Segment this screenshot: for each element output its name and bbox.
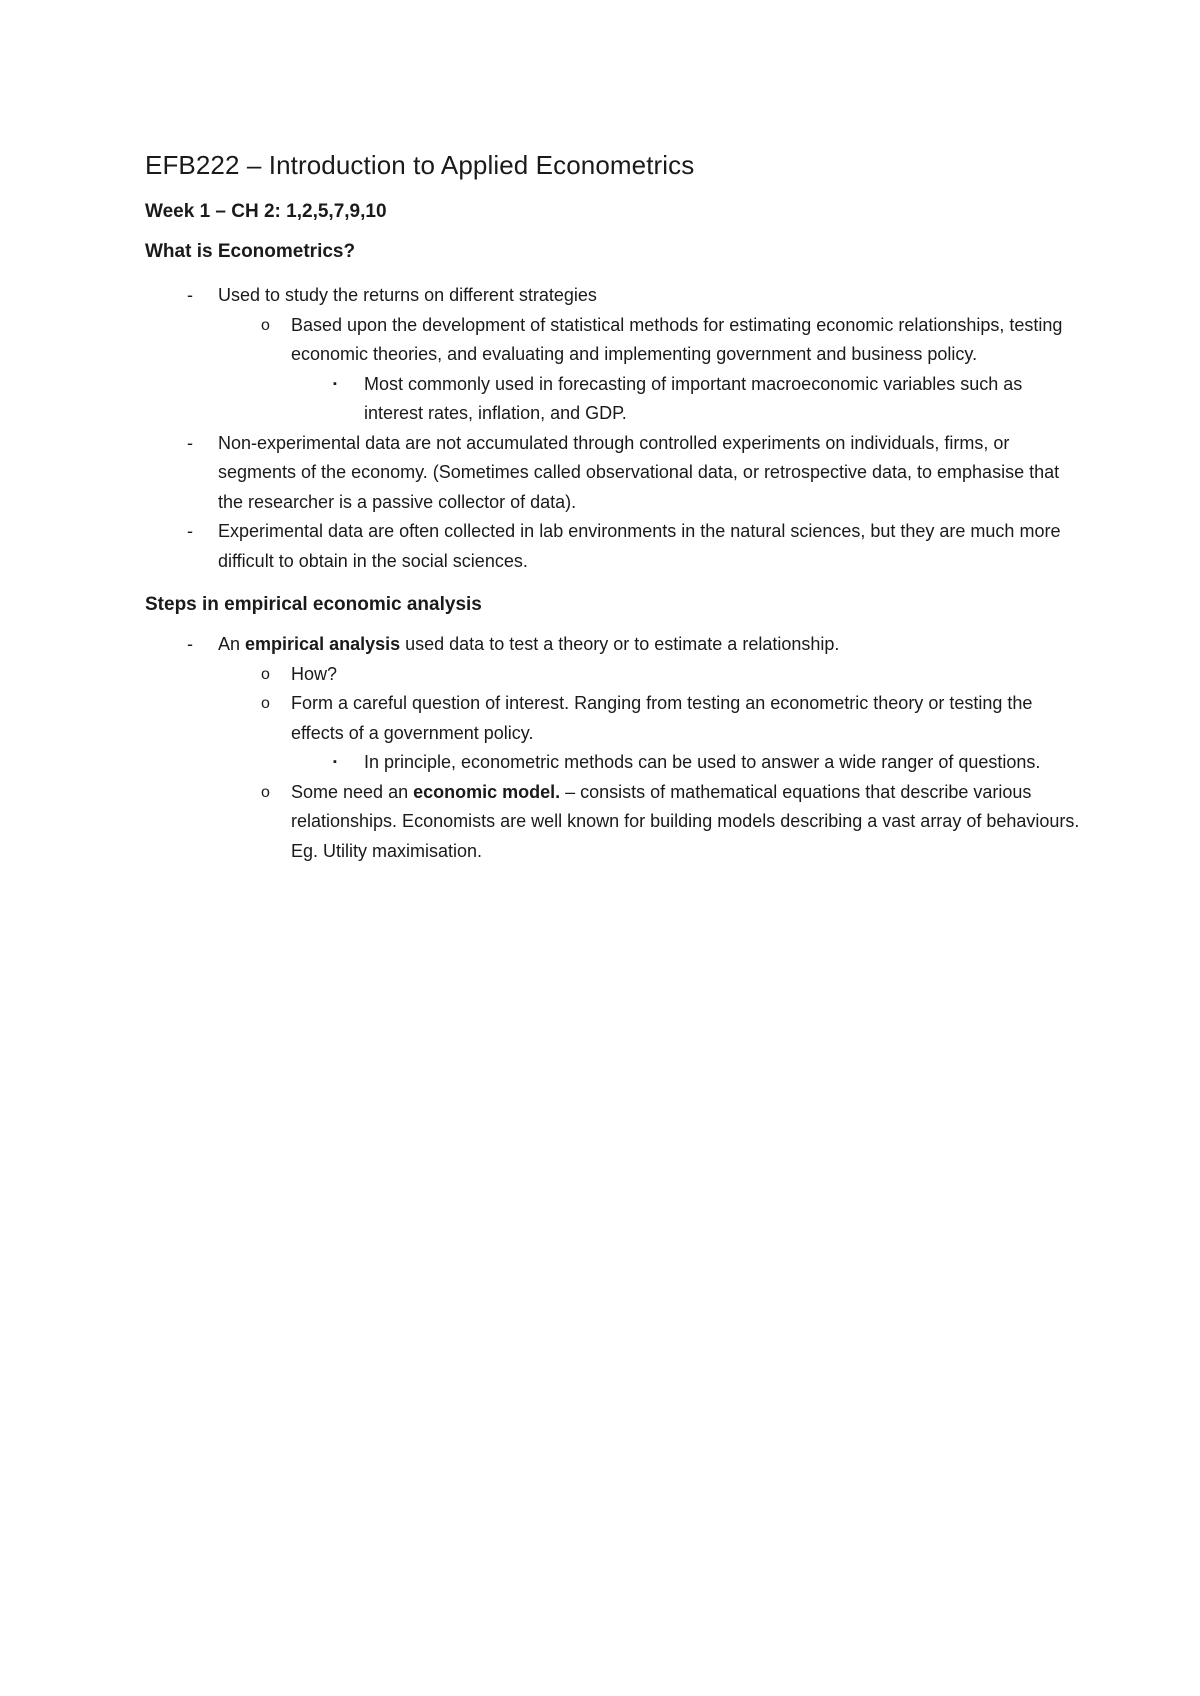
list-item-text: In principle, econometric methods can be used to answer a wide ranger of questions. — [364, 752, 1041, 772]
sub-list — [218, 311, 1080, 429]
list-item-text — [291, 782, 1079, 861]
section-empirical-analysis — [145, 594, 1080, 866]
list-item — [218, 689, 1080, 778]
dash-bullet-icon: - — [187, 285, 193, 305]
list-item — [291, 748, 1080, 778]
list-item-text: How? — [291, 663, 338, 684]
circle-bullet-icon: o — [261, 695, 270, 712]
week-heading: Week 1 – CH 2: 1,2,5,7,9,10 — [145, 201, 387, 222]
list-item-text: Non-experimental data are not accumulated through controlled experiments on individuals, firms, or segments of the economy. (Sometimes called observational data, or retrospective data, to emphasise that the researcher is a passive collector of data). — [218, 432, 1060, 512]
sub-sub-list — [291, 748, 1080, 778]
list-item — [145, 517, 1080, 576]
bold-term: economic model. — [413, 781, 561, 802]
bullet-list — [145, 630, 1080, 866]
section-heading: Steps in empirical economic analysis — [145, 594, 482, 615]
text-segment: An — [218, 634, 246, 654]
text-segment: used data to test a theory or to estimate a relationship. — [400, 634, 840, 654]
list-item — [145, 281, 1080, 429]
text-segment: Some need an — [291, 781, 414, 802]
dash-bullet-icon: - — [187, 634, 193, 654]
square-bullet-icon: ▪ — [333, 377, 337, 390]
section-heading: What is Econometrics? — [145, 241, 356, 262]
list-item-text: Used to study the returns on different strategies — [218, 285, 597, 305]
list-item — [145, 429, 1080, 518]
bullet-list — [145, 281, 1080, 576]
section-what-is-econometrics — [145, 241, 1080, 576]
list-item-text: Experimental data are often collected in lab environments in the natural sciences, but they are much more difficult to obtain in the social sciences. — [218, 521, 1061, 571]
document-title: EFB222 – Introduction to Applied Econometrics — [145, 150, 695, 180]
circle-bullet-icon: o — [261, 783, 270, 801]
square-bullet-icon: ▪ — [333, 756, 337, 768]
list-item — [218, 778, 1080, 867]
list-item — [218, 311, 1080, 429]
sub-list — [218, 660, 1080, 867]
text-segment: – consists of mathematical equations that describe various relationships. Economists are well known for building models describing a vast array of behaviours. Eg. Utility maximisation. — [291, 781, 1080, 861]
bold-term: empirical analysis — [245, 634, 401, 654]
list-item — [291, 370, 1080, 429]
list-item-text: Form a careful question of interest. Ranging from testing an econometric theory or testing the effects of a government policy. — [291, 693, 1033, 743]
list-item — [218, 660, 1080, 690]
dash-bullet-icon: - — [187, 521, 193, 541]
circle-bullet-icon: o — [261, 316, 270, 334]
list-item-text: Most commonly used in forecasting of important macroeconomic variables such as interest rates, inflation, and GDP. — [364, 373, 1023, 423]
sub-sub-list — [291, 370, 1080, 429]
dash-bullet-icon: - — [187, 432, 193, 453]
list-item-text: Based upon the development of statistical methods for estimating economic relationships, testing economic theories, and evaluating and implementing government and business policy. — [291, 314, 1063, 364]
circle-bullet-icon: o — [261, 665, 270, 683]
list-item-text — [218, 634, 839, 654]
list-item — [145, 630, 1080, 866]
